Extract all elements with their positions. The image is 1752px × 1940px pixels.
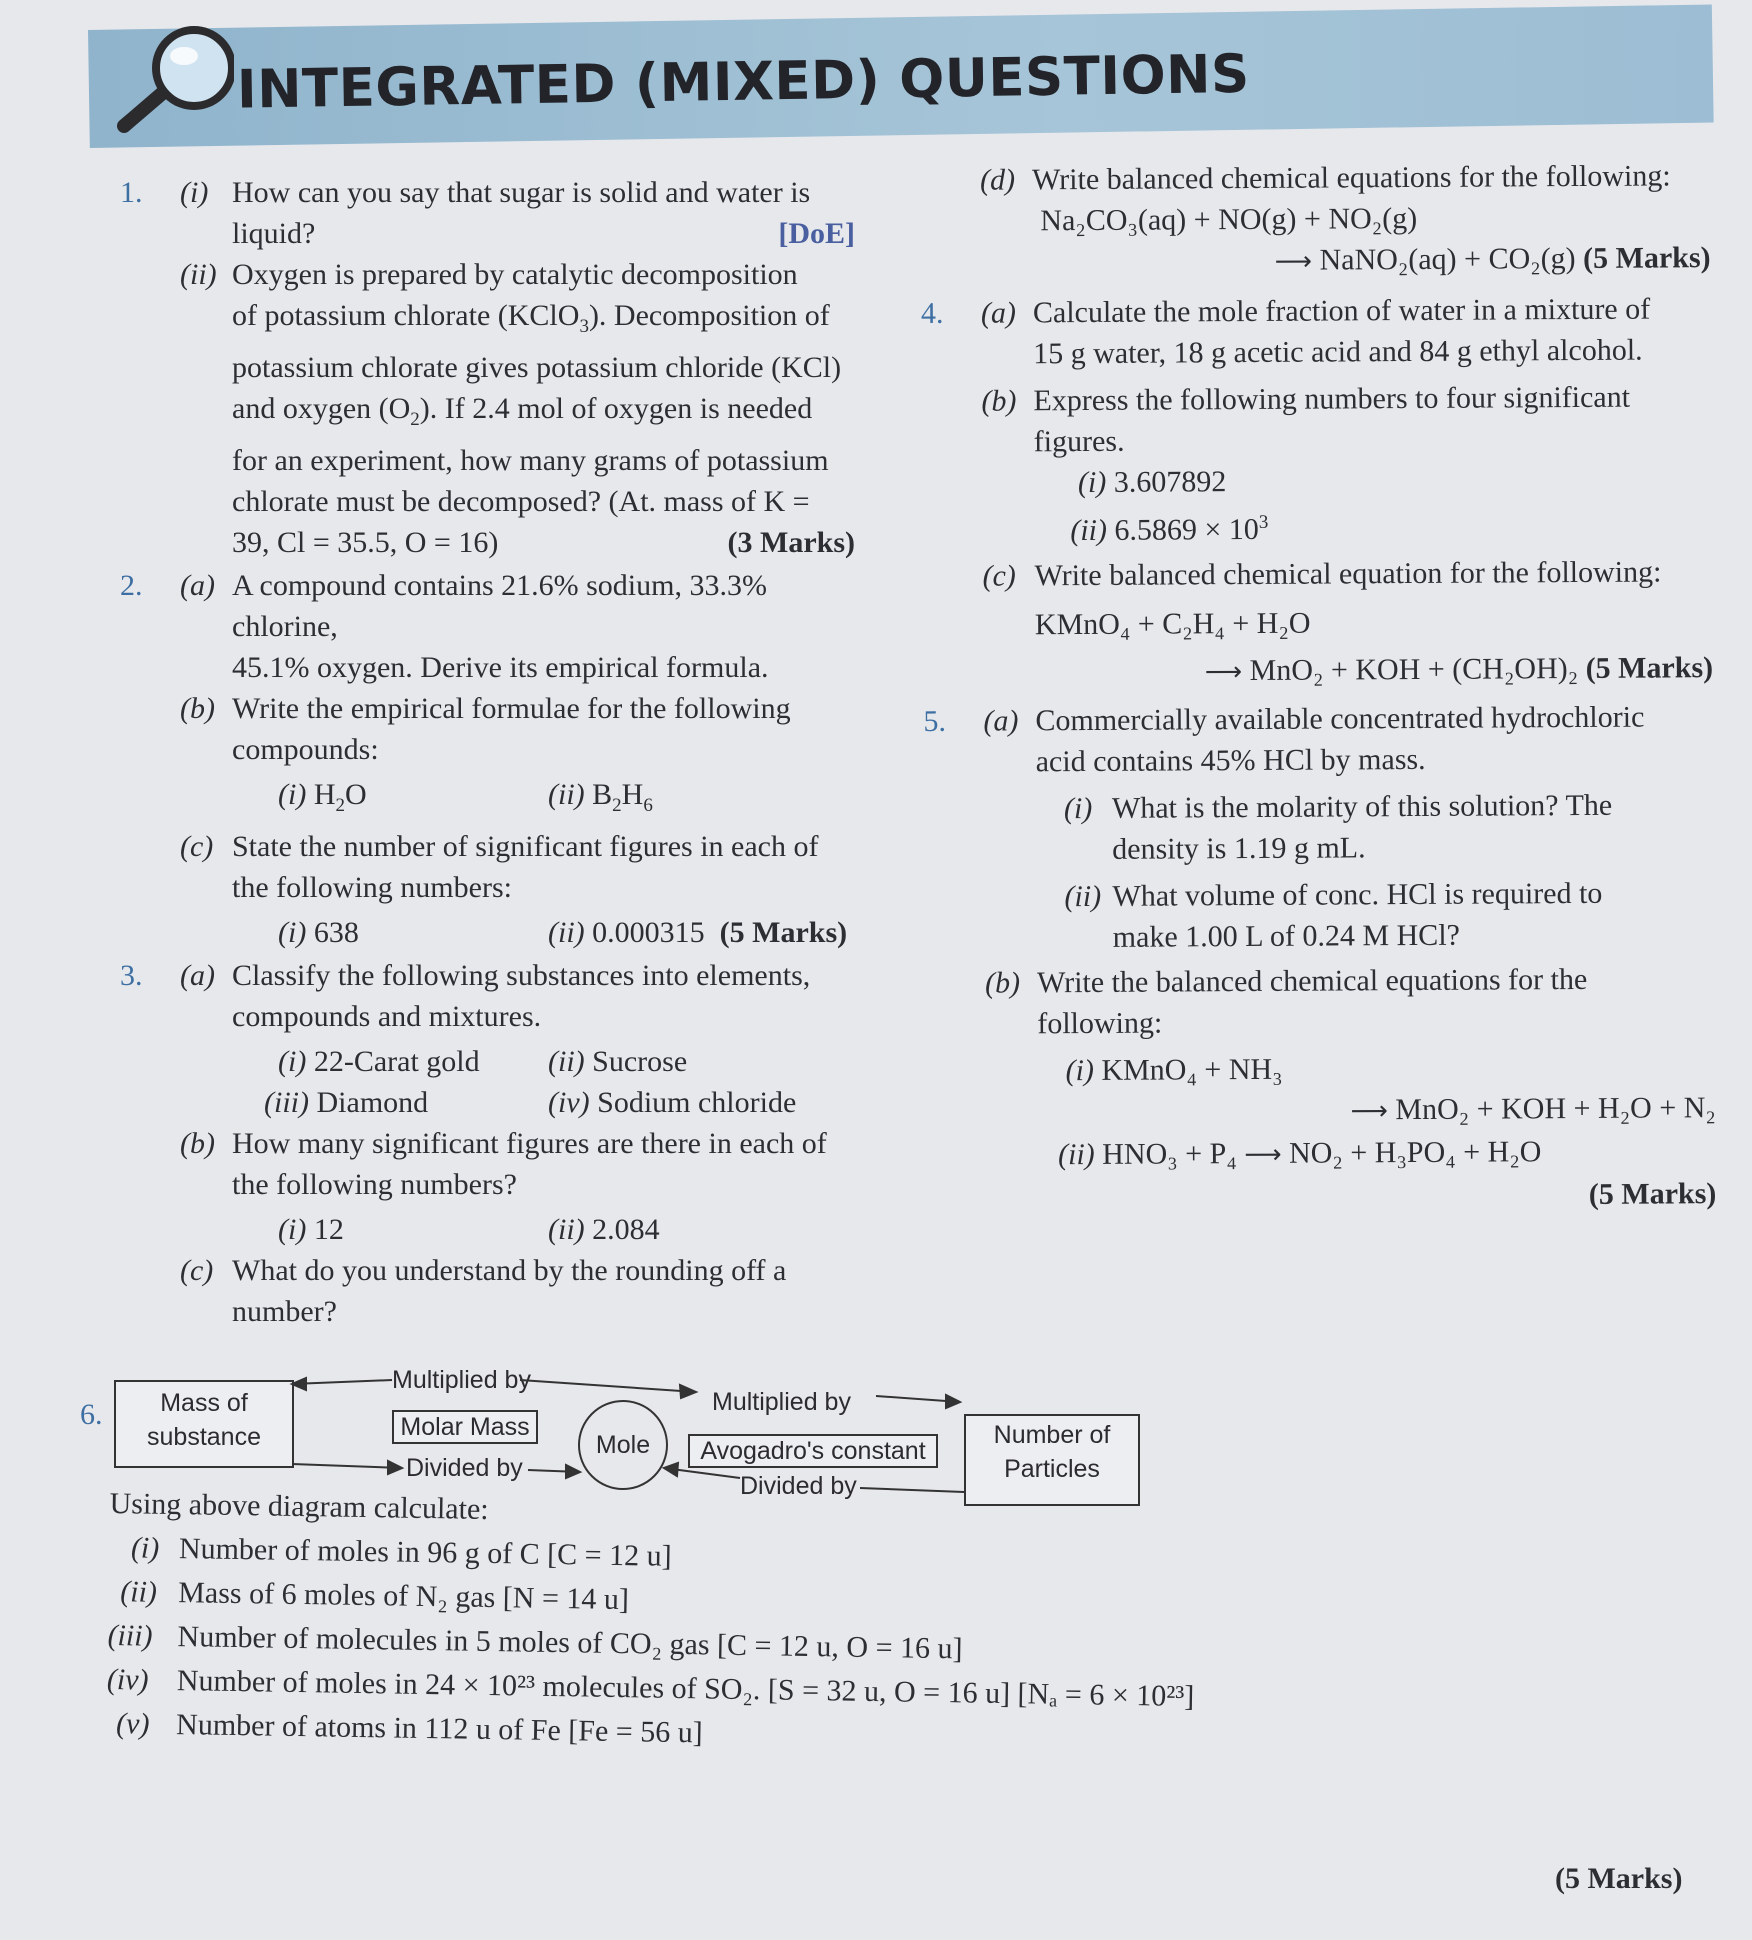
item-label: (i) xyxy=(278,778,307,811)
marks-label: (5 Marks) xyxy=(719,916,848,949)
q3-b-line: the following numbers? xyxy=(232,1168,517,1201)
arrow-head xyxy=(292,1378,306,1390)
q5-a-line: acid contains 45% HCl by mass. xyxy=(1035,742,1426,779)
item-value: 3.607892 xyxy=(1113,465,1227,499)
mole-circle: Mole xyxy=(578,1400,668,1490)
item-label: (i) xyxy=(1063,791,1093,826)
q3-c-line: number? xyxy=(232,1295,337,1328)
subscript: 2 xyxy=(410,409,420,430)
item-label: (ii) xyxy=(548,1045,585,1078)
left-column xyxy=(120,172,855,1334)
sub-label: (c) xyxy=(982,559,1016,593)
sub-label: (a) xyxy=(980,296,1017,330)
equation-line xyxy=(1032,237,1710,284)
q1-i-text: How can you say that sugar is solid and water is xyxy=(232,176,811,209)
item-text: Number of moles in 96 g of C [C = 12 u] xyxy=(178,1532,672,1573)
q2-a-line: 45.1% oxygen. Derive its empirical formula. xyxy=(232,651,769,684)
item-label: (i) xyxy=(1077,465,1107,500)
q2-b-line: Write the empirical formulae for the following xyxy=(232,692,791,725)
magnifier-icon xyxy=(104,22,234,142)
subscript: 2 xyxy=(612,795,622,816)
q2-b-line: compounds: xyxy=(232,733,379,766)
equation-reactants: Na₂CO₃(aq) + NO(g) + NO₂(g) xyxy=(1040,201,1418,238)
arrow-line xyxy=(520,1380,696,1392)
equation-line xyxy=(1032,196,1710,241)
divided-by-label: Divided by xyxy=(406,1454,523,1482)
formula-part: H xyxy=(621,778,644,811)
question-3 xyxy=(120,955,855,1332)
item-value: Diamond xyxy=(316,1086,429,1119)
equation-reactants: KMnO₄ + NH₃ xyxy=(1101,1052,1283,1087)
q5-a-line: Commercially available concentrated hydrochloric xyxy=(1035,700,1645,738)
sub-label: (a) xyxy=(983,704,1019,738)
item-label: (ii) xyxy=(1064,879,1102,914)
arrow-head xyxy=(946,1395,960,1408)
arrow-head xyxy=(680,1385,696,1398)
q1-ii-line: potassium chlorate gives potassium chloride (KCl) xyxy=(232,351,842,384)
q5-a-ii-line: What volume of conc. HCl is required to xyxy=(1112,876,1603,913)
q3-c-line: What do you understand by the rounding off a xyxy=(232,1254,787,1287)
equation-line xyxy=(1038,1087,1716,1134)
sub-label: (d) xyxy=(980,163,1016,197)
q1-i-text-2: liquid? xyxy=(232,217,316,250)
item-value: Sucrose xyxy=(592,1045,688,1078)
item-label: (ii) xyxy=(1057,1137,1095,1172)
item-label: (v) xyxy=(115,1707,150,1741)
equation-reactants: KMnO₄ + C₂H₄ + H₂O xyxy=(1034,606,1311,642)
item-label: (iii) xyxy=(264,1086,309,1119)
item-text: Mass of 6 moles of N₂ gas [N = 14 u] xyxy=(178,1576,630,1617)
equation-line xyxy=(1038,1130,1716,1177)
question-number: 2. xyxy=(120,569,143,602)
subscript: 2 xyxy=(335,795,345,816)
q5-b-line: Write the balanced chemical equations for the xyxy=(1036,962,1588,1000)
q3-a-line: compounds and mixtures. xyxy=(232,1000,542,1033)
q2-c-line: State the number of significant figures in each of xyxy=(232,830,819,863)
question-number: 1. xyxy=(120,176,143,209)
q5-a-ii-line: make 1.00 L of 0.24 M HCl? xyxy=(1112,918,1461,954)
q3d-text: Write balanced chemical equations for the following: xyxy=(1032,159,1671,197)
superscript: 3 xyxy=(1258,511,1269,533)
q3-b-line: How many significant figures are there in each of xyxy=(232,1127,827,1160)
sub-label: (b) xyxy=(180,1127,215,1160)
reaction-arrow-icon: ⟶ xyxy=(1244,1139,1282,1171)
sub-label: (b) xyxy=(180,692,215,725)
multiplied-by-label: Multiplied by xyxy=(392,1366,531,1394)
q1-ii-line: chlorate must be decomposed? (At. mass of K = xyxy=(232,485,810,518)
q1-ii-line: ). If 2.4 mol of oxygen is needed xyxy=(419,392,813,425)
right-column xyxy=(920,155,1716,1221)
molar-mass-box: Molar Mass xyxy=(392,1410,538,1444)
q1-ii-line: 39, Cl = 35.5, O = 16) xyxy=(232,526,499,559)
q1-ii-line: and oxygen (O xyxy=(232,392,411,425)
item-text: Number of atoms in 112 u of Fe [Fe = 56 u] xyxy=(175,1708,703,1750)
item-value: 0.000315 xyxy=(592,916,705,949)
item-text: Number of moles in 24 × 10²³ molecules of SO₂. [S = 32 u, O = 16 u] [Nₐ = 6 × 10²³] xyxy=(176,1664,1195,1714)
question-5 xyxy=(923,696,1716,1219)
arrow-line xyxy=(860,1488,964,1492)
marks-label: (5 Marks) xyxy=(1588,1177,1717,1211)
question-3d xyxy=(920,155,1711,285)
item-text: Number of molecules in 5 moles of CO₂ gas [C = 12 u, O = 16 u] xyxy=(177,1620,963,1666)
equation-line xyxy=(1035,600,1713,645)
q4-a-line: Calculate the mole fraction of water in a mixture of xyxy=(1032,292,1651,330)
item-label: (ii) xyxy=(548,1213,585,1246)
item-label: (i) xyxy=(278,1213,307,1246)
sub-label: (c) xyxy=(180,1254,214,1287)
section-banner xyxy=(88,4,1714,147)
sub-label: (ii) xyxy=(180,258,217,291)
subscript: 6 xyxy=(643,795,653,816)
item-label: (i) xyxy=(130,1531,160,1565)
q3-a-line: Classify the following substances into elements, xyxy=(232,959,811,992)
item-value: 2.084 xyxy=(592,1213,660,1246)
item-label: (iv) xyxy=(548,1086,590,1119)
number-of-particles-box: Number of Particles xyxy=(964,1414,1140,1506)
reaction-arrow-icon: ⟶ xyxy=(1350,1096,1388,1127)
arrow-head xyxy=(566,1465,580,1478)
reaction-arrow-icon: ⟶ xyxy=(1274,246,1313,277)
q6-intro: Using above diagram calculate: xyxy=(109,1486,489,1526)
question-6-text xyxy=(106,1482,1710,1771)
divided-by-label-2: Divided by xyxy=(740,1472,857,1500)
q4-b-line: figures. xyxy=(1033,424,1125,459)
avogadro-constant-box: Avogadro's constant xyxy=(688,1434,938,1468)
q4-c-text: Write balanced chemical equation for the following: xyxy=(1034,555,1662,593)
q5-b-line: following: xyxy=(1037,1006,1163,1041)
sub-label: (a) xyxy=(180,959,215,992)
question-1 xyxy=(120,172,855,563)
q2-a-line: A compound contains 21.6% sodium, 33.3% chlorine, xyxy=(232,569,767,643)
reaction-arrow-icon: ⟶ xyxy=(1204,657,1243,688)
q1-ii-line: of potassium chlorate (KClO xyxy=(232,299,580,332)
q1-ii-line: for an experiment, how many grams of potassium xyxy=(232,444,829,477)
arrow-line xyxy=(292,1464,402,1468)
item-label: (iv) xyxy=(106,1662,149,1697)
mass-of-substance-box: Mass of substance xyxy=(114,1380,294,1468)
sub-label: (a) xyxy=(180,569,215,602)
item-value: Sodium chloride xyxy=(597,1086,797,1119)
subscript: 3 xyxy=(579,316,589,337)
formula-part: H xyxy=(313,778,336,811)
equation-products: MnO₂ + KOH + (CH₂OH)₂ xyxy=(1249,651,1579,687)
multiplied-by-label-2: Multiplied by xyxy=(712,1388,851,1416)
q5-a-i-line: What is the molarity of this solution? The xyxy=(1111,788,1613,825)
question-number: 6. xyxy=(80,1398,103,1431)
q4-a-line: 15 g water, 18 g acetic acid and 84 g ethyl alcohol. xyxy=(1033,333,1643,371)
marks-label: (3 Marks) xyxy=(727,526,855,559)
marks-label: (5 Marks) xyxy=(1583,241,1711,275)
item-label: (ii) xyxy=(548,916,585,949)
sub-label: (b) xyxy=(981,384,1017,418)
arrow-head xyxy=(664,1463,678,1476)
equation-products: NaNO₂(aq) + CO₂(g) xyxy=(1319,241,1576,277)
equation-reactants: HNO₃ + P₄ xyxy=(1102,1137,1237,1171)
q2-c-line: the following numbers: xyxy=(232,871,512,904)
item-value: 22-Carat gold xyxy=(313,1045,480,1078)
sub-label: (i) xyxy=(180,176,209,209)
sub-label: (c) xyxy=(180,830,214,863)
equation-line xyxy=(1035,647,1713,694)
sub-label: (b) xyxy=(984,966,1021,1000)
item-value: 12 xyxy=(313,1213,344,1246)
q1-ii-line: ). Decomposition of xyxy=(588,299,830,332)
section-title: INTEGRATED (MIXED) QUESTIONS xyxy=(236,43,1251,121)
item-label: (ii) xyxy=(1070,513,1108,548)
q4-b-line: Express the following numbers to four significant xyxy=(1033,380,1631,418)
marks-label: (5 Marks) xyxy=(1585,651,1714,685)
item-label: (i) xyxy=(1065,1053,1094,1088)
item-label: (i) xyxy=(278,916,307,949)
question-number: 4. xyxy=(920,296,944,330)
item-label: (ii) xyxy=(120,1575,158,1609)
q5-a-i-line: density is 1.19 g mL. xyxy=(1112,831,1366,866)
item-label: (ii) xyxy=(548,778,585,811)
item-value: 6.5869 × 10 xyxy=(1114,512,1259,547)
question-4 xyxy=(921,288,1713,695)
q1-ii-line: Oxygen is prepared by catalytic decomposition xyxy=(232,258,798,291)
question-number: 5. xyxy=(923,704,947,738)
doe-tag: [DoE] xyxy=(778,217,855,250)
item-value: 638 xyxy=(313,916,359,949)
question-number: 3. xyxy=(120,959,143,992)
formula-part: B xyxy=(592,778,613,811)
question-2 xyxy=(120,565,855,953)
item-label: (iii) xyxy=(107,1618,153,1653)
equation-line xyxy=(1037,1046,1715,1091)
arrow-head xyxy=(388,1461,402,1474)
formula-part: O xyxy=(345,778,367,811)
item-label: (i) xyxy=(278,1045,307,1078)
equation-products: NO₂ + H₃PO₄ + H₂O xyxy=(1288,1135,1542,1170)
marks-label: (5 Marks) xyxy=(1555,1862,1683,1895)
equation-products: MnO₂ + KOH + H₂O + N₂ xyxy=(1395,1091,1716,1127)
